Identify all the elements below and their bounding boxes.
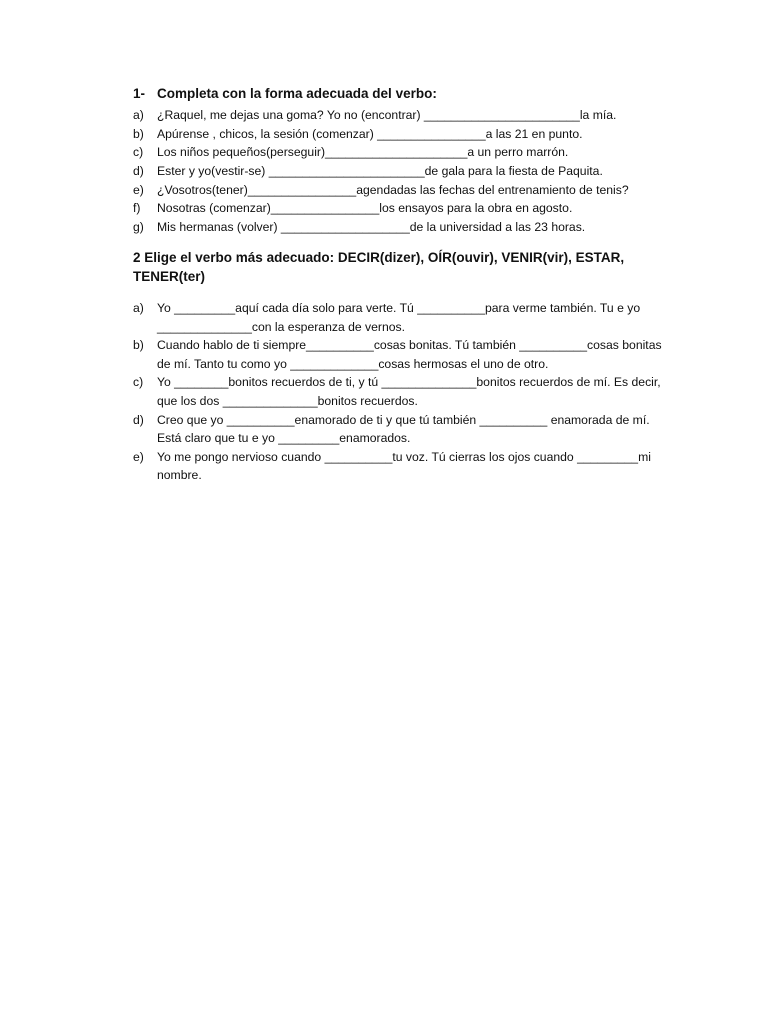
section1-item-d	[133, 162, 673, 181]
item-text: Los niños pequeños(perseguir)_____________________a un perro marrón.	[157, 145, 569, 160]
item-text: Creo que yo __________enamorado de ti y que tú también __________ enamorada de mí. Está claro que tu e yo _________enamorados.	[157, 412, 650, 446]
section2-item-b	[133, 336, 663, 373]
section1-item-f	[133, 199, 673, 218]
item-text: Apúrense , chicos, la sesión (comenzar) ________________a las 21 en punto.	[157, 126, 583, 141]
item-text: Yo me pongo nervioso cuando __________tu voz. Tú cierras los ojos cuando _________mi nombre.	[157, 449, 651, 483]
section2-item-d	[133, 411, 663, 448]
section2-heading: 2 Elige el verbo más adecuado: DECIR(dizer), OÍR(ouvir), VENIR(vir), ESTAR, TENER(ter)	[133, 250, 625, 284]
item-letter: b)	[133, 126, 144, 141]
item-letter: b)	[133, 338, 144, 353]
item-text: Yo _________aquí cada día solo para verte. Tú __________para verme también. Tu e yo ______________con la esperanza de vernos.	[157, 301, 641, 334]
item-letter: g)	[133, 220, 144, 235]
section1-item-e	[133, 181, 673, 200]
section1-item-g	[133, 218, 673, 237]
section1-list	[133, 106, 673, 237]
section2-list	[133, 299, 663, 485]
section1-item-c	[133, 143, 673, 162]
section2-item-a	[133, 299, 663, 336]
item-text: Ester y yo(vestir-se) _______________________de gala para la fiesta de Paquita.	[157, 164, 603, 179]
item-letter: a)	[133, 301, 144, 315]
section2-item-c	[133, 373, 663, 410]
item-letter: d)	[133, 164, 144, 179]
item-text: Nosotras (comenzar)________________los ensayos para la obra en agosto.	[157, 201, 573, 216]
item-text: Mis hermanas (volver) ___________________de la universidad a las 23 horas.	[157, 220, 586, 235]
section2-item-e	[133, 448, 663, 485]
section1-item-a	[133, 106, 673, 125]
item-letter: f)	[133, 201, 141, 216]
item-text: Yo ________bonitos recuerdos de ti, y tú ______________bonitos recuerdos de mí. Es decir, que los dos ______________bonitos recuerdos.	[157, 375, 661, 408]
section1-item-b	[133, 125, 673, 144]
item-letter: c)	[133, 375, 144, 390]
item-text: ¿Raquel, me dejas una goma? Yo no (encontrar) _______________________la mía.	[157, 108, 617, 122]
item-letter: e)	[133, 182, 144, 197]
item-letter: a)	[133, 108, 144, 122]
item-letter: c)	[133, 145, 144, 160]
item-text: Cuando hablo de ti siempre__________cosas bonitas. Tú también __________cosas bonitas de mí. Tanto tu como yo _____________cosas hermosas el uno de otro.	[157, 338, 662, 371]
section1-title: Completa con la forma adecuada del verbo:	[157, 86, 437, 101]
item-letter: d)	[133, 412, 144, 427]
section1-heading	[133, 86, 437, 101]
section1-number: 1-	[133, 86, 146, 101]
item-text: ¿Vosotros(tener)________________agendadas las fechas del entrenamiento de tenis?	[157, 182, 629, 197]
item-letter: e)	[133, 449, 144, 464]
